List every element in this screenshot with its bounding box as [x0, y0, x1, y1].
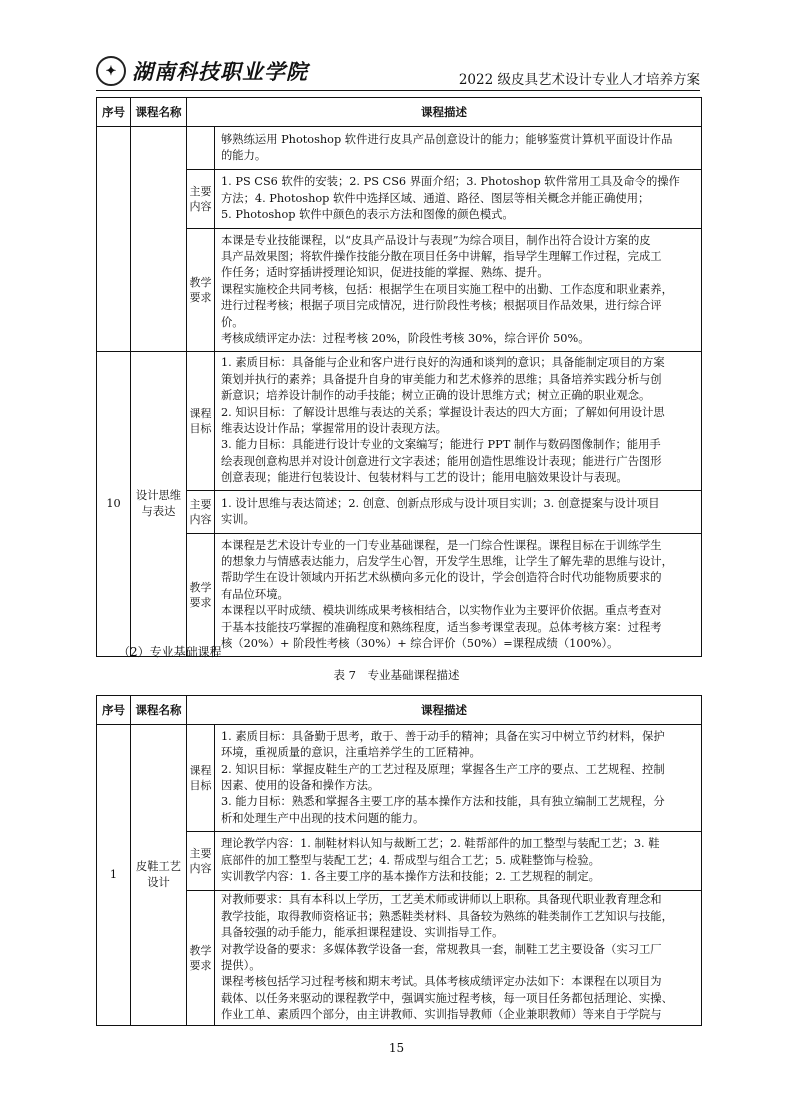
school-seal-icon: ✦	[96, 56, 126, 86]
header-course-desc: 课程描述	[187, 98, 702, 127]
desc-line: 考核成绩评定办法：过程考核 20%，阶段性考核 30%，综合评价 50%。	[221, 332, 590, 346]
desc-line: 教学技能，取得教师资格证书；熟悉鞋类材料、具备较为熟练的鞋类制作工艺知识与技能，	[221, 909, 673, 923]
table-row	[97, 170, 702, 229]
header-course-desc: 课程描述	[187, 696, 702, 725]
course-name-cell	[131, 127, 187, 352]
header-no: 序号	[97, 696, 131, 725]
table-row	[97, 725, 702, 832]
desc-line: 作任务；适时穿插讲授理论知识，促进技能的掌握、熟练、提升。	[221, 266, 549, 280]
page-header	[96, 56, 700, 90]
section-label-teaching-req: 教学 要求	[187, 534, 215, 657]
desc-line: 策划并执行的素养；具备提升自身的审美能力和艺术修养的思维；具备培养实践分析与创	[221, 372, 662, 386]
desc-line: 有品位环境。	[221, 587, 289, 601]
desc-line: 维表达设计作品；掌握常用的设计表现方法。	[221, 422, 447, 435]
table-header-row	[97, 98, 702, 127]
section-label-teaching-req: 教学 要求	[187, 229, 215, 352]
desc-line: 实训。	[221, 513, 255, 526]
desc-line: 核（20%）+ 阶段性考核（30%）+ 综合评价（50%）=课程成绩（100%）。	[221, 637, 619, 651]
table-header-row	[97, 696, 702, 725]
section-label-main-content: 主要 内容	[187, 491, 215, 534]
desc-line: 3. 能力目标：具能进行设计专业的文案编写；能进行 PPT 制作与数码图像制作；能用手	[221, 438, 661, 452]
desc-line: 对教学设备的要求：多媒体教学设备一套，常规教具一套，制鞋工艺主要设备（实习工厂	[221, 942, 662, 956]
course-desc-cell	[215, 127, 702, 170]
desc-line: 对教师要求：具有本科以上学历，工艺美术师或讲师以上职称。具备现代职业教育理念和	[221, 893, 662, 907]
section-label-main-content: 主要 内容	[187, 170, 215, 229]
desc-line: 创意表现；能进行包装设计、包装材料与工艺的设计；能用电脑效果设计与表现。	[221, 471, 628, 485]
course-desc-cell	[215, 491, 702, 534]
desc-line: 进行过程考核；根据子项目完成情况，进行阶段性考核；根据项目作品效果，进行综合评	[221, 299, 662, 313]
desc-line: 1. PS CS6 软件的安装；2. PS CS6 界面介绍；3. Photoshop 软件常用工具及命令的操作	[221, 175, 680, 189]
desc-line: 析和处理生产中出现的技术问题的能力。	[221, 811, 425, 825]
table-row	[97, 352, 702, 491]
desc-line: 本课是专业技能课程，以“皮具产品设计与表现”为综合项目，制作出符合设计方案的皮	[221, 233, 651, 247]
desc-line: 5. Photoshop 软件中颜色的表示方法和图像的颜色模式。	[221, 208, 514, 222]
table-row	[97, 491, 702, 534]
desc-line: 1. 素质目标：具备勤于思考，敢于、善于动手的精神；具备在实习中树立节约材料，保护	[221, 729, 665, 743]
desc-line: 具产品效果图；将软件操作技能分散在项目任务中讲解，指导学生理解工作过程，完成工	[221, 249, 662, 263]
course-desc-cell	[215, 725, 702, 832]
section-label-course-goals: 课程 目标	[187, 725, 215, 832]
desc-line: 1. 素质目标：具备能与企业和客户进行良好的沟通和谈判的意识；具备能制定项目的方案	[221, 356, 665, 370]
desc-line: 方法；4. Photoshop 软件中选择区域、通道、路径、图层等相关概念并能正确使用；	[221, 191, 650, 205]
document-title: 2022 级皮具艺术设计专业人才培养方案	[458, 72, 700, 88]
table-row	[97, 891, 702, 1026]
desc-line: 本课程是艺术设计专业的一门专业基础课程，是一门综合性课程。课程目标在于训练学生	[221, 538, 662, 552]
course-desc-cell	[215, 534, 702, 657]
section-heading: （2）专业基础课程	[118, 645, 222, 659]
course-desc-cell	[215, 352, 702, 491]
section-label-course-goals: 课程 目标	[187, 352, 215, 491]
desc-line: 1. 设计思维与表达简述；2. 创意、创新点形成与设计项目实训；3. 创意提案与设计项目	[221, 496, 660, 510]
school-logo	[96, 56, 308, 86]
desc-line: 的想象力与情感表达能力，启发学生心智，开发学生思维，让学生了解先辈的思维与设计，	[221, 554, 673, 568]
table-row	[97, 534, 702, 657]
desc-line: 具备较强的动手能力，能承担课程建设、实训指导工作。	[221, 926, 504, 940]
section-label-cell	[187, 127, 215, 170]
desc-line: 2. 知识目标：掌握皮鞋生产的工艺过程及原理；掌握各生产工序的要点、工艺规程、控制	[221, 762, 665, 776]
course-table-professional-basic	[96, 695, 702, 1026]
section-label-teaching-req: 教学 要求	[187, 891, 215, 1026]
course-desc-cell	[215, 832, 702, 891]
table-caption: 表 7 专业基础课程描述	[333, 668, 460, 682]
desc-line: 于基本技能技巧掌握的准确程度和熟练程度，适当参考课堂表现。总体考核方案：过程考	[221, 620, 662, 634]
desc-line: 课程实施校企共同考核，包括：根据学生在项目实施工程中的出勤、工作态度和职业素养，	[221, 282, 673, 296]
desc-line: 2. 知识目标：了解设计思维与表达的关系；掌握设计表达的四大方面；了解如何用设计思	[221, 405, 665, 419]
course-no-cell	[97, 127, 131, 352]
course-name-cell: 设计思维 与表达	[131, 352, 187, 657]
desc-line: 作业工单、素质四个部分，由主讲教师、实训指导教师（企业兼职教师）等来自于学院与	[221, 1008, 662, 1022]
desc-line: 新意识；培养设计制作的动手技能；树立正确的设计思维方式；树立正确的职业观念。	[221, 389, 651, 403]
header-no: 序号	[97, 98, 131, 127]
desc-line: 理论教学内容：1. 制鞋材料认知与裁断工艺；2. 鞋帮部件的加工整型与装配工艺；3. 鞋	[221, 837, 660, 851]
course-name-cell: 皮鞋工艺 设计	[131, 725, 187, 1026]
course-desc-cell	[215, 170, 702, 229]
desc-line: 载体、以任务来驱动的课程教学中，强调实施过程考核，每一项目任务都包括理论、实操、	[221, 991, 673, 1005]
course-desc-cell	[215, 229, 702, 352]
desc-line: 3. 能力目标：熟悉和掌握各主要工序的基本操作方法和技能，具有独立编制工艺规程，分	[221, 795, 665, 809]
desc-line: 够熟练运用 Photoshop 软件进行皮具产品创意设计的能力；能够鉴赏计算机平面设计作品	[221, 132, 673, 146]
desc-line: 价。	[221, 315, 244, 329]
header-course-name: 课程名称	[131, 98, 187, 127]
header-course-name: 课程名称	[131, 696, 187, 725]
desc-line: 帮助学生在设计领域内开拓艺术纵横向多元化的设计，学会创造符合时代功能物质要求的	[221, 571, 662, 585]
table-row	[97, 127, 702, 170]
desc-line: 提供）。	[221, 959, 261, 972]
desc-line: 绘表现创意构思并对设计创意进行文字表述；能用创造性思维设计表现；能进行广告图形	[221, 454, 662, 468]
course-desc-cell	[215, 891, 702, 1026]
course-no-cell: 1	[97, 725, 131, 1026]
page-number: 15	[388, 1041, 405, 1055]
school-logo-text: 湖南科技职业学院	[132, 59, 308, 84]
desc-line: 因素、使用的设备和操作方法。	[221, 779, 380, 792]
desc-line: 课程考核包括学习过程考核和期末考试。具体考核成绩评定办法如下：本课程在以项目为	[221, 975, 662, 989]
section-label-main-content: 主要 内容	[187, 832, 215, 891]
header-rule	[96, 90, 700, 91]
desc-line: 环境，重视质量的意识，注重培养学生的工匠精神。	[221, 746, 481, 760]
desc-line: 实训教学内容：1. 各主要工序的基本操作方法和技能；2. 工艺规程的制定。	[221, 870, 600, 884]
desc-line: 本课程以平时成绩、模块训练成果考核相结合，以实物作业为主要评价依据。重点考查对	[221, 604, 662, 618]
table-row	[97, 832, 702, 891]
course-no-cell: 10	[97, 352, 131, 657]
desc-line: 的能力。	[221, 149, 267, 162]
table-row	[97, 229, 702, 352]
course-table-professional-skills	[96, 97, 702, 657]
desc-line: 底部件的加工整型与装配工艺；4. 帮成型与组合工艺；5. 成鞋整饰与检验。	[221, 853, 600, 867]
